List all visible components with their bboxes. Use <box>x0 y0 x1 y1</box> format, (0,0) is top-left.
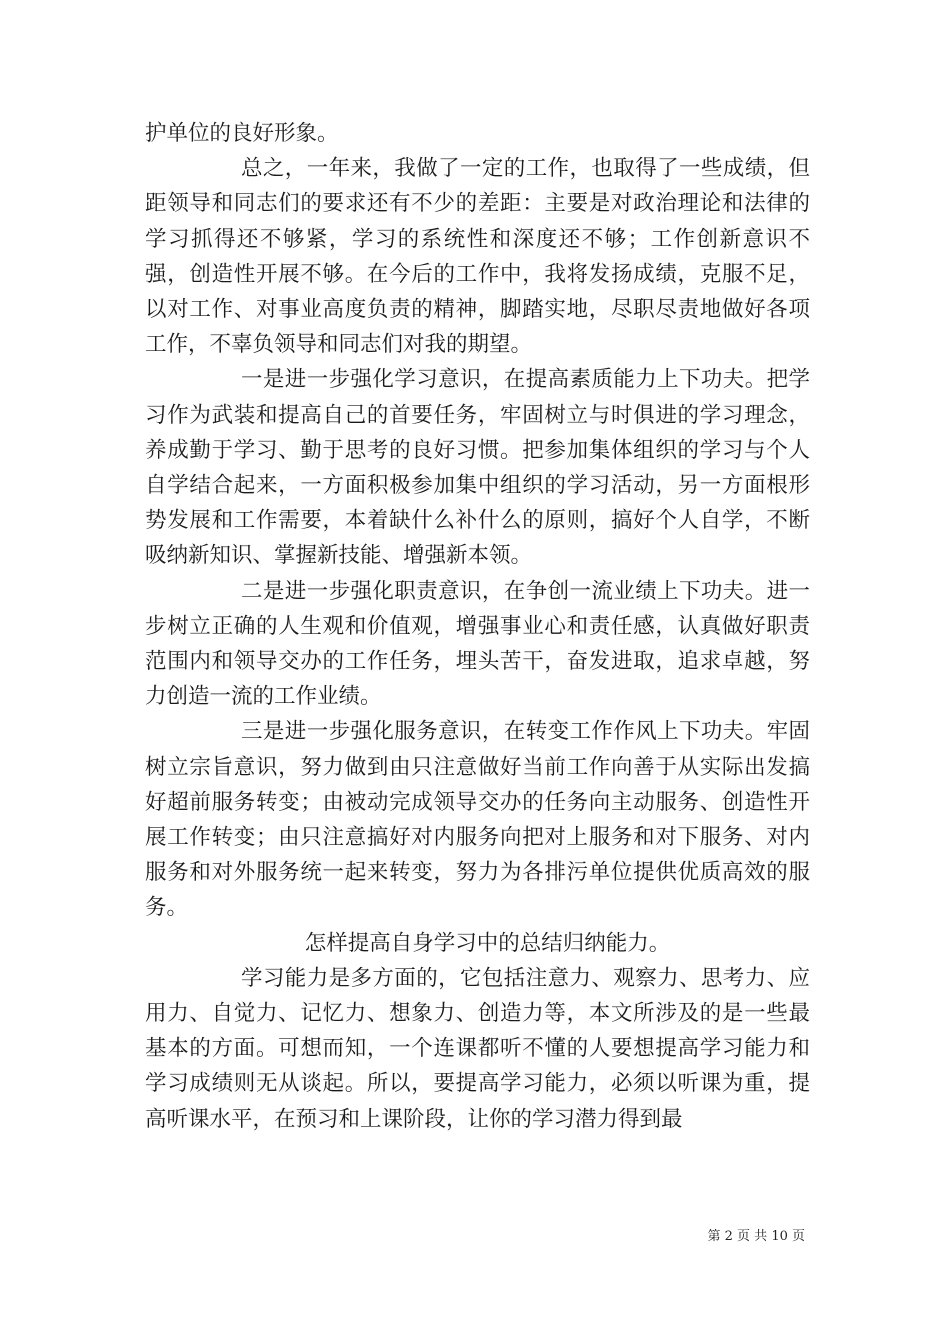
paragraph-point-two: 二是进一步强化职责意识，在争创一流业绩上下功夫。进一步树立正确的人生观和价值观，增强事业心和责任感，认真做好职责范围内和领导交办的工作任务，埋头苦干，奋发进取，追求卓越，努力创造一流的工作业绩。 <box>145 578 810 710</box>
paragraph-continuation: 护单位的良好形象。 <box>145 121 339 146</box>
document-body <box>145 116 810 1137</box>
paragraph-point-three: 三是进一步强化服务意识，在转变工作作风上下功夫。牢固树立宗旨意识，努力做到由只注意做好当前工作向善于从实际出发搞好超前服务转变；由被动完成领导交办的任务向主动服务、创造性开展工作转变；由只注意搞好对内服务向把对上服务和对下服务、对内服务和对外服务统一起来转变，努力为各排污单位提供优质高效的服务。 <box>145 719 810 921</box>
paragraph-point-one: 一是进一步强化学习意识，在提高素质能力上下功夫。把学习作为武装和提高自己的首要任务，牢固树立与时俱进的学习理念，养成勤于学习、勤于思考的良好习惯。把参加集体组织的学习与个人自学结合起来，一方面积极参加集中组织的学习活动，另一方面根形势发展和工作需要，本着缺什么补什么的原则，搞好个人自学，不断吸纳新知识、掌握新技能、增强新本领。 <box>145 367 810 569</box>
paragraph-summary: 总之，一年来，我做了一定的工作，也取得了一些成绩，但距领导和同志们的要求还有不少的差距：主要是对政治理论和法律的学习抓得还不够紧，学习的系统性和深度还不够；工作创新意识不强，创造性开展不够。在今后的工作中，我将发扬成绩，克服不足，以对工作、对事业高度负责的精神，脚踏实地，尽职尽责地做好各项工作，不辜负领导和同志们对我的期望。 <box>145 156 810 358</box>
section-heading: 怎样提高自身学习中的总结归纳能力。 <box>304 930 671 956</box>
paragraph-learning-ability: 学习能力是多方面的，它包括注意力、观察力、思考力、应用力、自觉力、记忆力、想象力、创造力等，本文所涉及的是一些最基本的方面。可想而知，一个连课都听不懂的人要想提高学习能力和学习成绩则无从谈起。所以，要提高学习能力，必须以听课为重，提高听课水平，在预习和上课阶段，让你的学习潜力得到最 <box>145 965 810 1132</box>
page-number-footer: 第 2 页 共 10 页 <box>707 1229 805 1244</box>
